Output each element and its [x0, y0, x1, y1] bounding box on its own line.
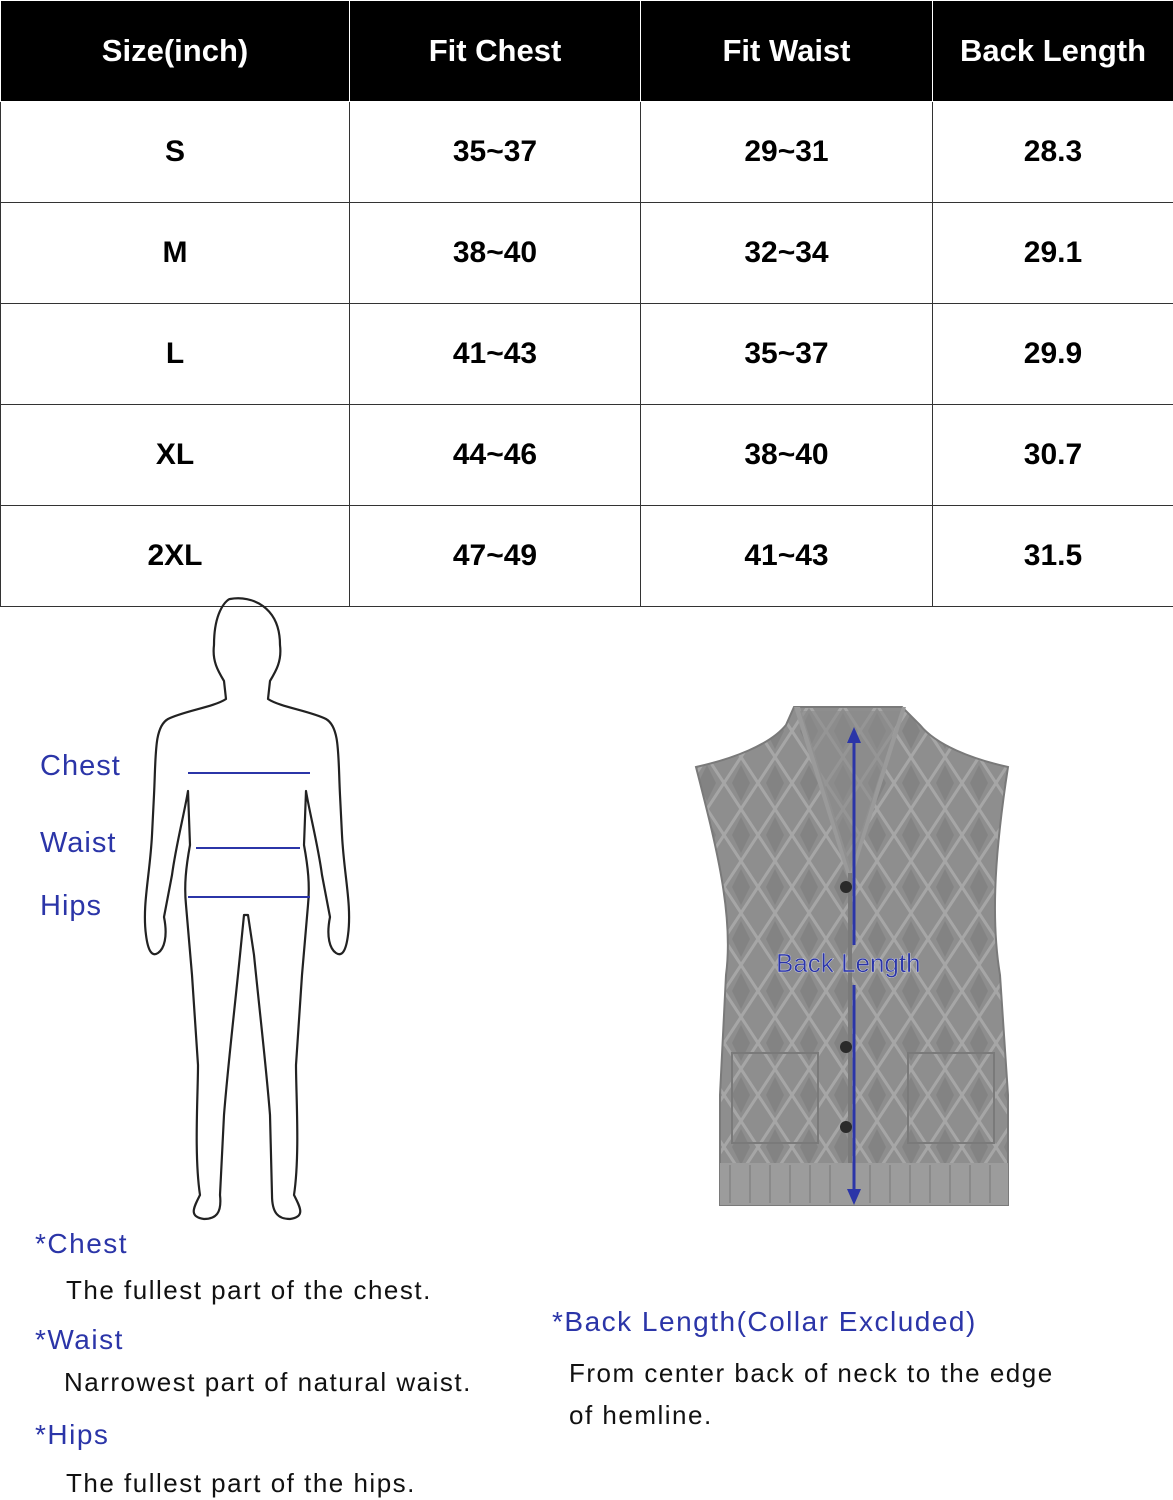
cell-length: 29.9: [933, 304, 1173, 405]
waist-definition-title: *Waist: [35, 1324, 124, 1355]
cell-waist: 35~37: [641, 304, 933, 405]
header-size: Size(inch): [1, 1, 350, 102]
chest-label: Chest: [40, 750, 121, 782]
table-row: [1, 405, 1173, 506]
cell-length: 31.5: [933, 506, 1173, 607]
hips-definition-text: The fullest part of the hips.: [66, 1468, 416, 1498]
table-row: [1, 203, 1173, 304]
table-header-row: [1, 1, 1173, 102]
back-length-definition-text-2: of hemline.: [569, 1400, 713, 1430]
chest-definition-title: *Chest: [35, 1228, 129, 1259]
table-row: [1, 304, 1173, 405]
cell-size: XL: [1, 405, 350, 506]
table-row: [1, 102, 1173, 203]
size-chart-table: [0, 0, 1173, 607]
waist-label: Waist: [40, 827, 117, 859]
back-length-arrow-label: Back Length: [776, 948, 921, 978]
cell-waist: 38~40: [641, 405, 933, 506]
cell-size: M: [1, 203, 350, 304]
cell-chest: 47~49: [350, 506, 641, 607]
body-outline-figure: [130, 595, 360, 1227]
waist-definition-text: Narrowest part of natural waist.: [64, 1367, 472, 1397]
cell-chest: 35~37: [350, 102, 641, 203]
header-fit-chest: Fit Chest: [350, 1, 641, 102]
header-back-length: Back Length: [933, 1, 1173, 102]
cell-waist: 29~31: [641, 102, 933, 203]
hips-definition-title: *Hips: [35, 1419, 110, 1450]
cell-chest: 44~46: [350, 405, 641, 506]
cell-length: 29.1: [933, 203, 1173, 304]
header-fit-waist: Fit Waist: [641, 1, 933, 102]
cell-waist: 32~34: [641, 203, 933, 304]
back-length-definition-title: *Back Length(Collar Excluded): [552, 1306, 977, 1337]
chest-definition-text: The fullest part of the chest.: [66, 1275, 432, 1305]
cell-length: 30.7: [933, 405, 1173, 506]
cell-size: 2XL: [1, 506, 350, 607]
cell-length: 28.3: [933, 102, 1173, 203]
cell-waist: 41~43: [641, 506, 933, 607]
cell-chest: 38~40: [350, 203, 641, 304]
cell-size: S: [1, 102, 350, 203]
table-row: [1, 506, 1173, 607]
back-length-definition-text-1: From center back of neck to the edge: [569, 1358, 1054, 1388]
cell-chest: 41~43: [350, 304, 641, 405]
cell-size: L: [1, 304, 350, 405]
hips-label: Hips: [40, 890, 103, 922]
